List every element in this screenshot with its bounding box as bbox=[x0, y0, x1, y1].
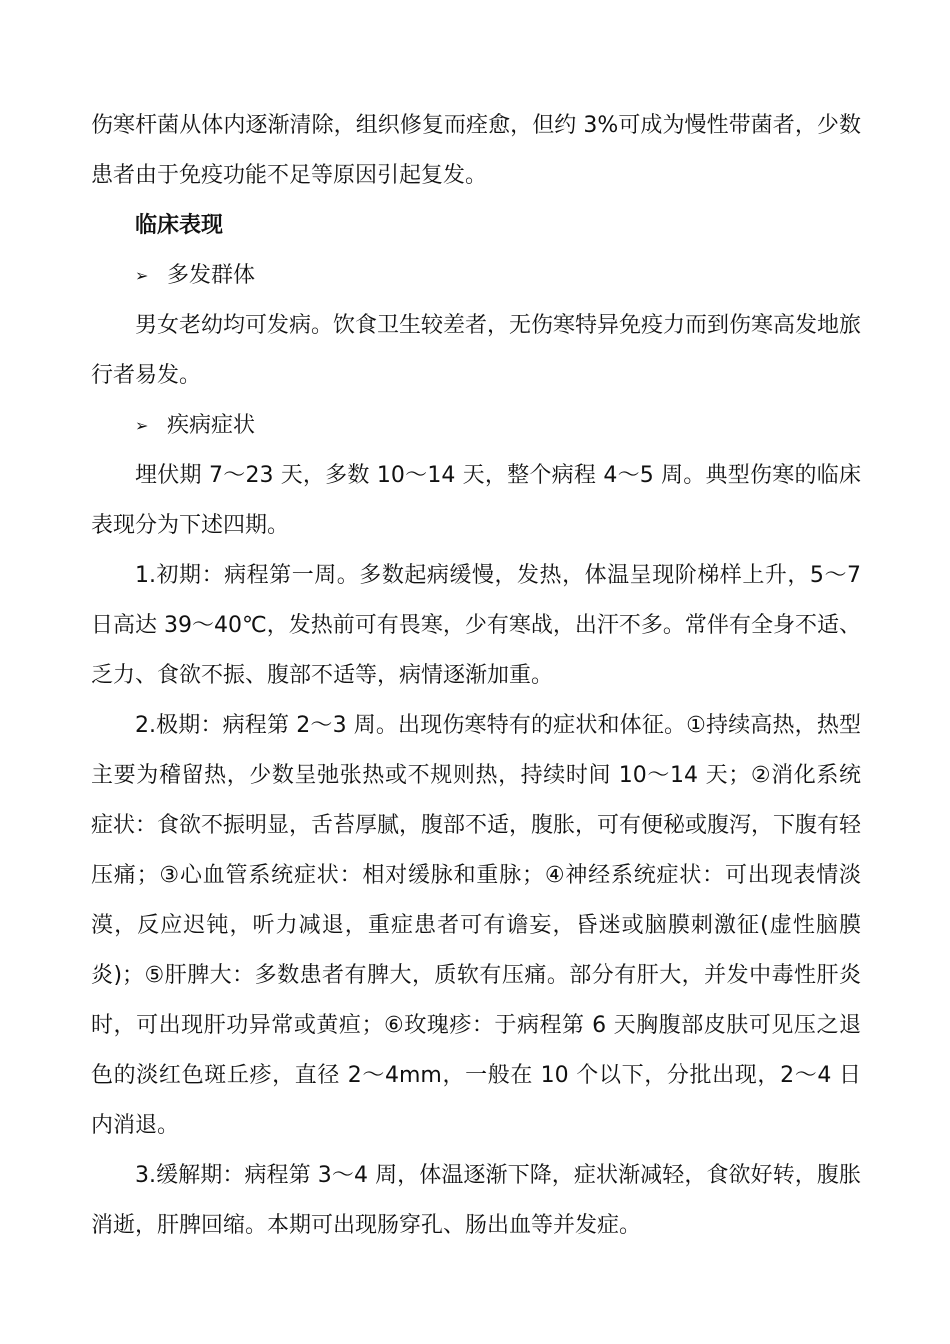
bullet-item-population bbox=[91, 251, 861, 301]
population-paragraph: 男女老幼均可发病。饮食卫生较差者，无伤寒特异免疫力而到伤寒高发地旅行者易发。 bbox=[91, 313, 862, 388]
stage-paragraph-peak: 2.极期：病程第 2～3 周。出现伤寒特有的症状和体征。①持续高热，热型主要为稽留热，少数呈弛张热或不规则热，持续时间 10～14 天；②消化系统症状：食欲不振明显，舌苔厚腻，腹部不适，腹胀，可有便秘或腹泻，下腹有轻压痛；③心血管系统症状：相对缓脉和重脉；④神经系统症状：可出现表情淡漠，反应迟钝，听力减退，重症患者可有谵妄，昏迷或脑膜刺激征(虚性脑膜炎)；⑤肝脾大：多数患者有脾大，质软有压痛。部分有肝大，并发中毒性肝炎时，可出现肝功异常或黄疸；⑥玫瑰疹：于病程第 6 天胸腹部皮肤可见压之退色的淡红色斑丘疹，直径 2～4mm，一般在 10 个以下，分批出现，2～4 日内消退。 bbox=[91, 713, 862, 1138]
arrow-bullet-icon: ➢ bbox=[135, 266, 149, 285]
stage-paragraph-initial: 1.初期：病程第一周。多数起病缓慢，发热，体温呈现阶梯样上升，5～7 日高达 39～40℃，发热前可有畏寒，少有寒战，出汗不多。常伴有全身不适、乏力、食欲不振、腹部不适等，病情逐渐加重。 bbox=[91, 563, 861, 688]
bullet-item-symptoms bbox=[91, 401, 861, 451]
document-page bbox=[91, 101, 861, 1251]
intro-paragraph: 伤寒杆菌从体内逐渐清除，组织修复而痊愈，但约 3%可成为慢性带菌者，少数患者由于免疫功能不足等原因引起复发。 bbox=[91, 113, 861, 188]
symptoms-paragraph: 埋伏期 7～23 天，多数 10～14 天，整个病程 4～5 周。典型伤寒的临床表现分为下述四期。 bbox=[91, 463, 861, 538]
stage-paragraph-remission: 3.缓解期：病程第 3～4 周，体温逐渐下降，症状渐减轻，食欲好转，腹胀消逝，肝脾回缩。本期可出现肠穿孔、肠出血等并发症。 bbox=[91, 1163, 861, 1238]
bullet-label: 疾病症状 bbox=[167, 413, 256, 438]
bullet-label: 多发群体 bbox=[167, 263, 256, 288]
arrow-bullet-icon: ➢ bbox=[135, 416, 149, 435]
section-heading: 临床表现 bbox=[135, 213, 224, 238]
